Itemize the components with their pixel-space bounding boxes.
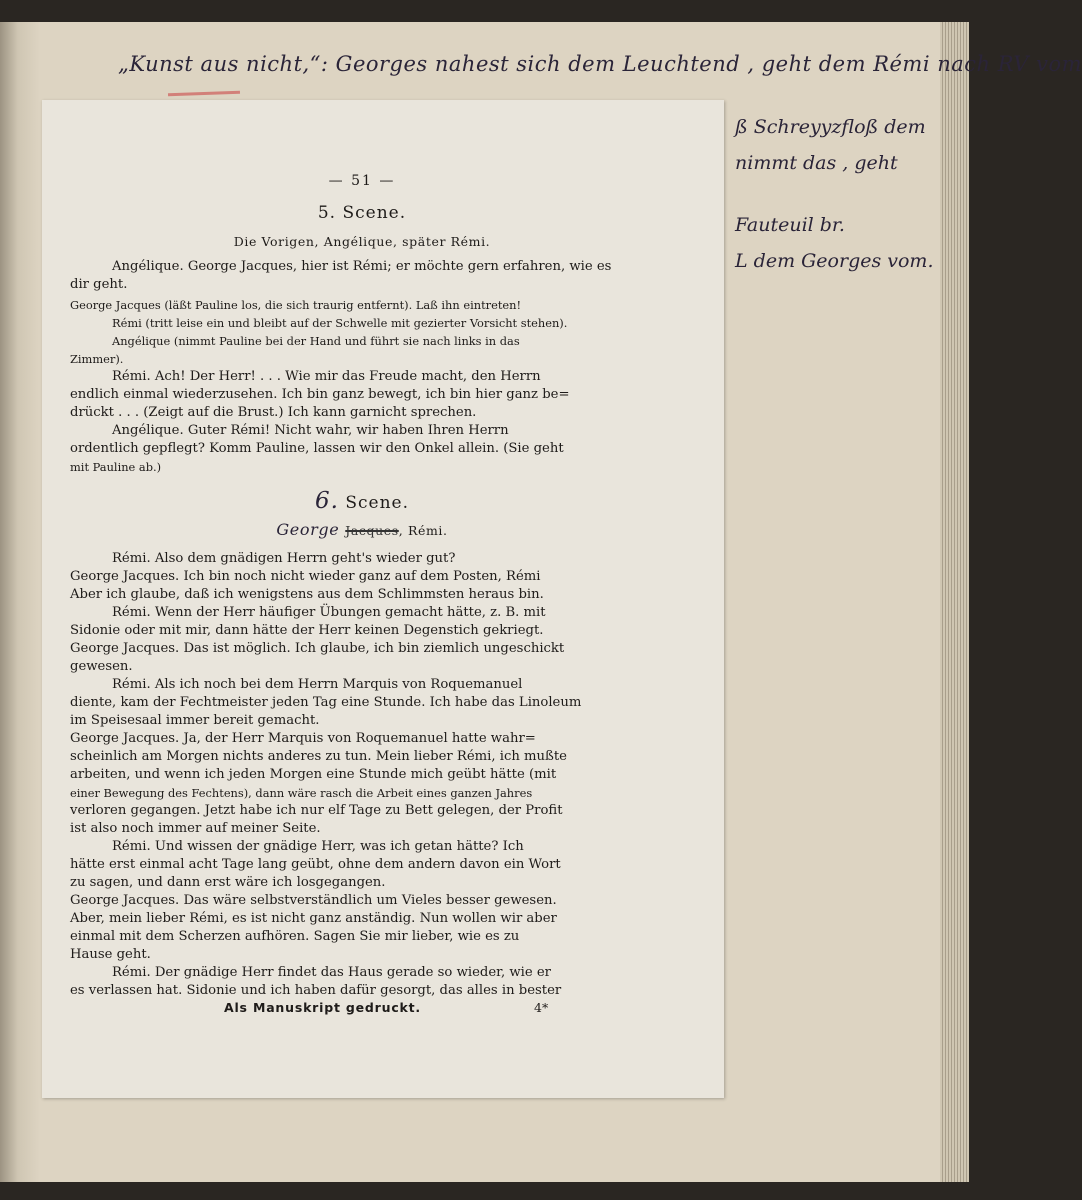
text-line: zu sagen, und dann erst wäre ich losgegangen.	[70, 875, 386, 890]
scene-6-cast	[42, 521, 682, 541]
text-line: Hause geht.	[70, 947, 151, 962]
printed-footer: Als Manuskript gedruckt.	[224, 1000, 421, 1015]
text-line: George Jacques. Das ist möglich. Ich glaube, ich bin ziemlich ungeschickt	[70, 641, 565, 656]
cast-rest: , Rémi.	[398, 523, 448, 538]
text-line: George Jacques. Ja, der Herr Marquis von Roquemanuel hatte wahr=	[70, 731, 536, 746]
text-line: Aber, mein lieber Rémi, es ist nicht ganz anständig. Nun wollen wir aber	[70, 911, 557, 926]
text-line: scheinlich am Morgen nichts anderes zu tun. Mein lieber Rémi, ich mußte	[70, 749, 567, 764]
text-line: es verlassen hat. Sidonie und ich haben dafür gesorgt, das alles in bester	[70, 983, 562, 998]
scene-5-heading: 5. Scene.	[317, 203, 407, 223]
handwritten-note-right-1: ß Schreyyzfloß dem	[735, 116, 926, 138]
text-line: drückt . . . (Zeigt auf die Brust.) Ich kann garnicht sprechen.	[70, 405, 477, 420]
text-line: endlich einmal wiederzusehen. Ich bin ganz bewegt, ich bin hier ganz be=	[70, 387, 570, 402]
page-number: — 51 —	[328, 173, 396, 189]
text-line: im Speisesaal immer bereit gemacht.	[70, 713, 320, 728]
text-line: dir geht.	[70, 277, 128, 292]
text-line: Angélique. Guter Rémi! Nicht wahr, wir haben Ihren Herrn	[112, 423, 509, 438]
text-line: einmal mit dem Scherzen aufhören. Sagen Sie mir lieber, wie es zu	[70, 929, 520, 944]
text-line: Rémi. Als ich noch bei dem Herrn Marquis von Roquemanuel	[112, 677, 523, 692]
text-line: Angélique (nimmt Pauline bei der Hand und führt sie nach links in das	[112, 334, 520, 348]
handwritten-name: George	[276, 520, 340, 539]
pasted-printed-slip	[42, 100, 724, 1098]
text-line: Rémi. Ach! Der Herr! . . . Wie mir das Freude macht, den Herrn	[112, 369, 541, 384]
scene-6-heading	[42, 488, 682, 514]
handwritten-note-right-3: Fauteuil br.	[735, 214, 845, 236]
text-line: gewesen.	[70, 659, 133, 674]
page-edges	[940, 22, 969, 1182]
signature-mark: 4*	[534, 1000, 549, 1015]
text-line: George Jacques (läßt Pauline los, die sich traurig entfernt). Laß ihn eintreten!	[70, 298, 522, 312]
handwritten-note-top: „Kunst aus nicht,“: Georges nahest sich dem Leuchtend , geht dem Rémi nach RV vom	[118, 52, 1082, 76]
text-line: arbeiten, und wenn ich jeden Morgen eine Stunde mich geübt hätte (mit	[70, 767, 557, 782]
text-line: Rémi. Der gnädige Herr findet das Haus gerade so wieder, wie er	[112, 965, 551, 980]
scene-6-word: Scene.	[345, 493, 409, 513]
text-line: ist also noch immer auf meiner Seite.	[70, 821, 321, 836]
text-line: Zimmer).	[70, 352, 124, 366]
text-line: Rémi. Und wissen der gnädige Herr, was ich getan hätte? Ich	[112, 839, 524, 854]
scene-5-cast: Die Vorigen, Angélique, später Rémi.	[233, 234, 491, 249]
text-line: Rémi. Also dem gnädigen Herrn geht's wieder gut?	[112, 551, 456, 566]
handwritten-note-right-4: L dem Georges vom.	[735, 250, 934, 272]
text-line: Rémi. Wenn der Herr häufiger Übungen gemacht hätte, z. B. mit	[112, 605, 546, 620]
text-line: ordentlich gepflegt? Komm Pauline, lassen wir den Onkel allein. (Sie geht	[70, 441, 564, 456]
struck-name: Jacques	[345, 523, 399, 538]
text-line: diente, kam der Fechtmeister jeden Tag eine Stunde. Ich habe das Linoleum	[70, 695, 582, 710]
text-line: George Jacques. Das wäre selbstverständlich um Vieles besser gewesen.	[70, 893, 557, 908]
text-line: hätte erst einmal acht Tage lang geübt, ohne dem andern davon ein Wort	[70, 857, 561, 872]
text-line: einer Bewegung des Fechtens), dann wäre rasch die Arbeit eines ganzen Jahres	[70, 786, 533, 800]
text-line: Rémi (tritt leise ein und bleibt auf der Schwelle mit gezierter Vorsicht stehen).	[112, 316, 568, 330]
scene-6-number-handwritten: 6.	[315, 488, 339, 514]
page-gutter	[0, 22, 40, 1182]
text-line: verloren gegangen. Jetzt habe ich nur elf Tage zu Bett gelegen, der Profit	[70, 803, 563, 818]
text-line: Angélique. George Jacques, hier ist Rémi; er möchte gern erfahren, wie es	[112, 259, 612, 274]
text-line: mit Pauline ab.)	[70, 460, 162, 474]
text-line: Sidonie oder mit mir, dann hätte der Herr keinen Degenstich gekriegt.	[70, 623, 544, 638]
text-line: George Jacques. Ich bin noch nicht wieder ganz auf dem Posten, Rémi	[70, 569, 541, 584]
text-line: Aber ich glaube, daß ich wenigstens aus dem Schlimmsten heraus bin.	[70, 587, 544, 602]
handwritten-note-right-2: nimmt das , geht	[735, 152, 898, 174]
